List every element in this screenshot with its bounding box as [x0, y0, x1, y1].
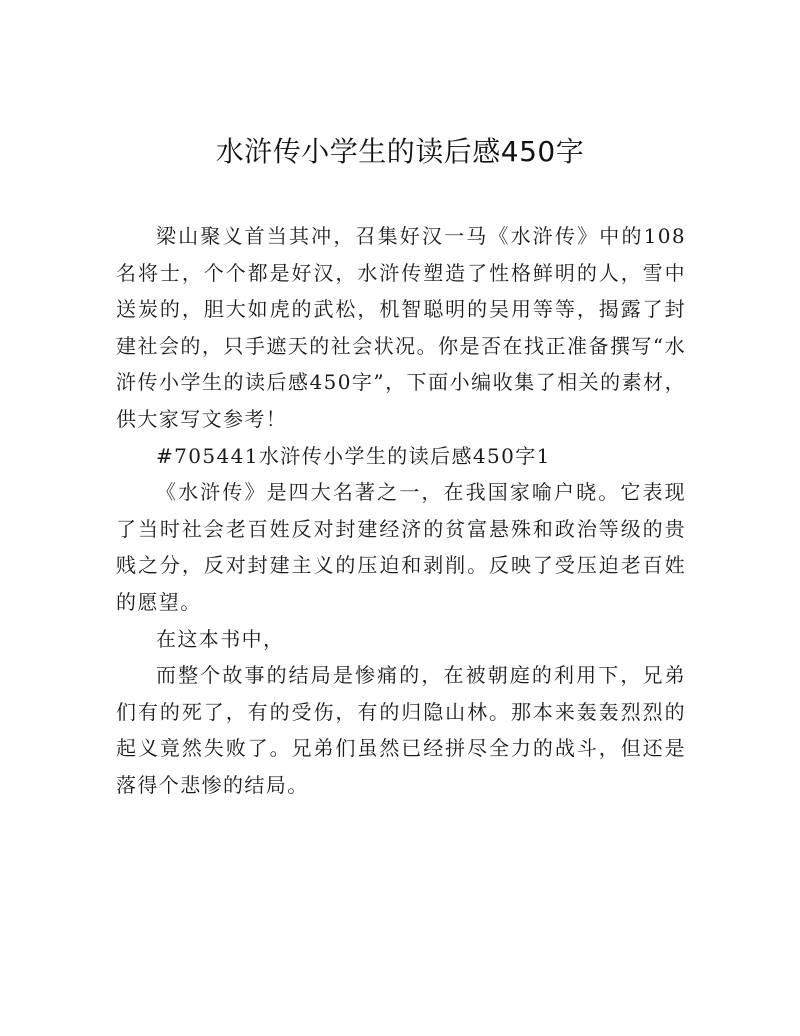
paragraph-2: 在这本书中， [156, 626, 285, 651]
paragraph-3: 而整个故事的结局是惨痛的，在被朝庭的利用下，兄弟们有的死了，有的受伤，有的归隐山林。那本来轰轰烈烈的起义竟然失败了。兄弟们虽然已经拼尽全力的战斗，但还是落得个悲惨的结局。 [116, 663, 686, 797]
document-title: 水浒传小学生的读后感450字 [215, 135, 585, 168]
paragraph-intro: 梁山聚义首当其冲，召集好汉一马《水浒传》中的108名将士，个个都是好汉，水浒传塑造了性格鲜明的人，雪中送炭的，胆大如虎的武松，机智聪明的吴用等等，揭露了封建社会的，只手遮天的社会状况。你是否在找正准备撰写“水浒传小学生的读后感450字”，下面小编收集了相关的素材，供大家写文参考！ [116, 224, 686, 431]
document-body [116, 218, 686, 804]
paragraph-heading-1: #705441水浒传小学生的读后感450字1 [156, 443, 551, 468]
paragraph-1: 《水浒传》是四大名著之一，在我国家喻户晓。它表现了当时社会老百姓反对封建经济的贫富悬殊和政治等级的贵贱之分，反对封建主义的压迫和剥削。反映了受压迫老百姓的愿望。 [116, 480, 686, 614]
